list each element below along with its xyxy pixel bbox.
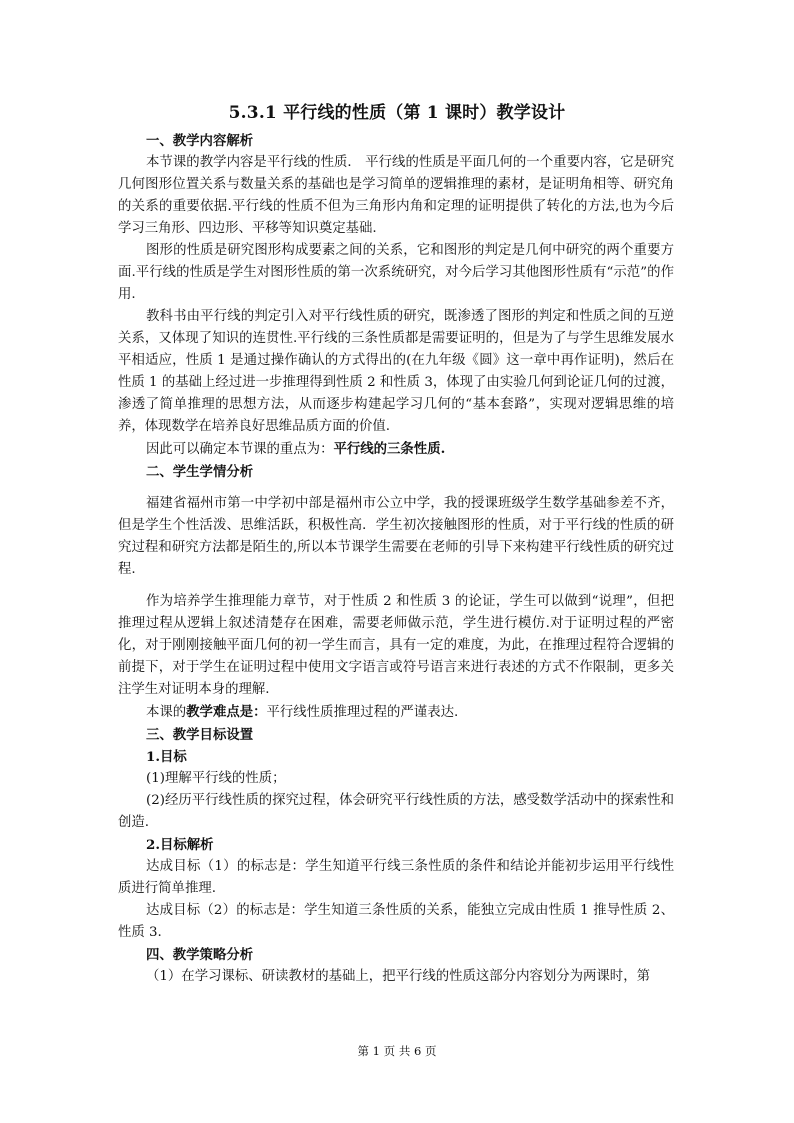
- paragraph: 教科书由平行线的判定引入对平行线性质的研究，既渗透了图形的判定和性质之间的互逆关系，又体现了知识的连贯性.平行线的三条性质都是需要证明的，但是为了与学生思维发展水平相适应，性质 1 是通过操作确认的方式得出的(在九年级《圆》这一章中再作证明)，然后在性质 1 的基础上经过进一步推理得到性质 2 和性质 3，体现了由实验几何到论证几何的过渡，渗透了简单推理的思想方法，从而逐步构建起学习几何的“基本套路”，实现对逻辑思维的培养，体现数学在培养良好思维品质方面的价值.: [118, 309, 674, 434]
- document-body: [118, 130, 674, 988]
- key-point-text: 平行线的三条性质.: [333, 441, 446, 457]
- paragraph: 本节课的教学内容是平行线的性质． 平行线的性质是平面几何的一个重要内容，它是研究几何图形位置关系与数量关系的基础也是学习简单的逻辑推理的素材，是证明角相等、研究角的关系的重要依据.平行线的性质不但为三角形内角和定理的证明提供了转化的方法,也为今后学习三角形、四边形、平移等知识奠定基础.: [118, 155, 674, 236]
- section-heading-student-analysis: 二、学生学情分析: [146, 464, 254, 480]
- difficulty-paragraph: [118, 701, 674, 724]
- key-point-paragraph: [118, 438, 674, 461]
- paragraph: 达成目标（2）的标志是：学生知道三条性质的关系，能独立完成由性质 1 推导性质 2、性质 3.: [118, 903, 674, 940]
- paragraph: 达成目标（1）的标志是：学生知道平行线三条性质的条件和结论并能初步运用平行线性质进行简单推理.: [118, 859, 674, 896]
- paragraph: 图形的性质是研究图形构成要素之间的关系，它和图形的判定是几何中研究的两个重要方面.平行线的性质是学生对图形性质的第一次系统研究，对今后学习其他图形性质有“示范”的作用.: [118, 243, 674, 302]
- section-heading-strategy: 四、教学策略分析: [146, 947, 254, 963]
- subheading-objectives: 1.目标: [146, 749, 187, 765]
- difficulty-label: 教学难点是：: [186, 704, 267, 720]
- objective-item: (1)理解平行线的性质；: [146, 771, 286, 786]
- paragraph: （1）在学习课标、研读教材的基础上，把平行线的性质这部分内容划分为两课时，第: [146, 969, 650, 984]
- document-title: 5.3.1 平行线的性质（第 1 课时）教学设计: [228, 103, 566, 123]
- objective-item: (2)经历平行线性质的探究过程，体会研究平行线性质的方法，感受数学活动中的探索性和创造.: [118, 793, 674, 830]
- subheading-objective-analysis: 2.目标解析: [146, 837, 214, 853]
- section-heading-content-analysis: 一、教学内容解析: [146, 133, 254, 149]
- paragraph: 作为培养学生推理能力章节，对于性质 2 和性质 3 的论证，学生可以做到“说理”，但把推理过程从逻辑上叙述清楚存在困难，需要老师做示范，学生进行模仿.对于证明过程的严密化，对于刚刚接触平面几何的初一学生而言，具有一定的难度，为此，在推理过程符合逻辑的前提下，对于学生在证明过程中使用文字语言或符号语言来进行表述的方式不作限制，更多关注学生对证明本身的理解.: [118, 594, 674, 697]
- key-point-lead: 因此可以确定本节课的重点为：: [146, 442, 334, 457]
- paragraph: 福建省福州市第一中学初中部是福州市公立中学，我的授课班级学生数学基础参差不齐，但是学生个性活泼、思维活跃，积极性高．学生初次接触图形的性质，对于平行线的性质的研究过程和研究方法都是陌生的,所以本节课学生需要在老师的引导下来构建平行线性质的研究过程.: [118, 496, 674, 577]
- page-footer: 第 1 页 共 6 页: [357, 1044, 437, 1058]
- difficulty-text: 平行线性质推理过程的严谨表达.: [266, 705, 459, 720]
- section-heading-objectives: 三、教学目标设置: [146, 727, 254, 743]
- difficulty-lead: 本课的: [146, 705, 187, 720]
